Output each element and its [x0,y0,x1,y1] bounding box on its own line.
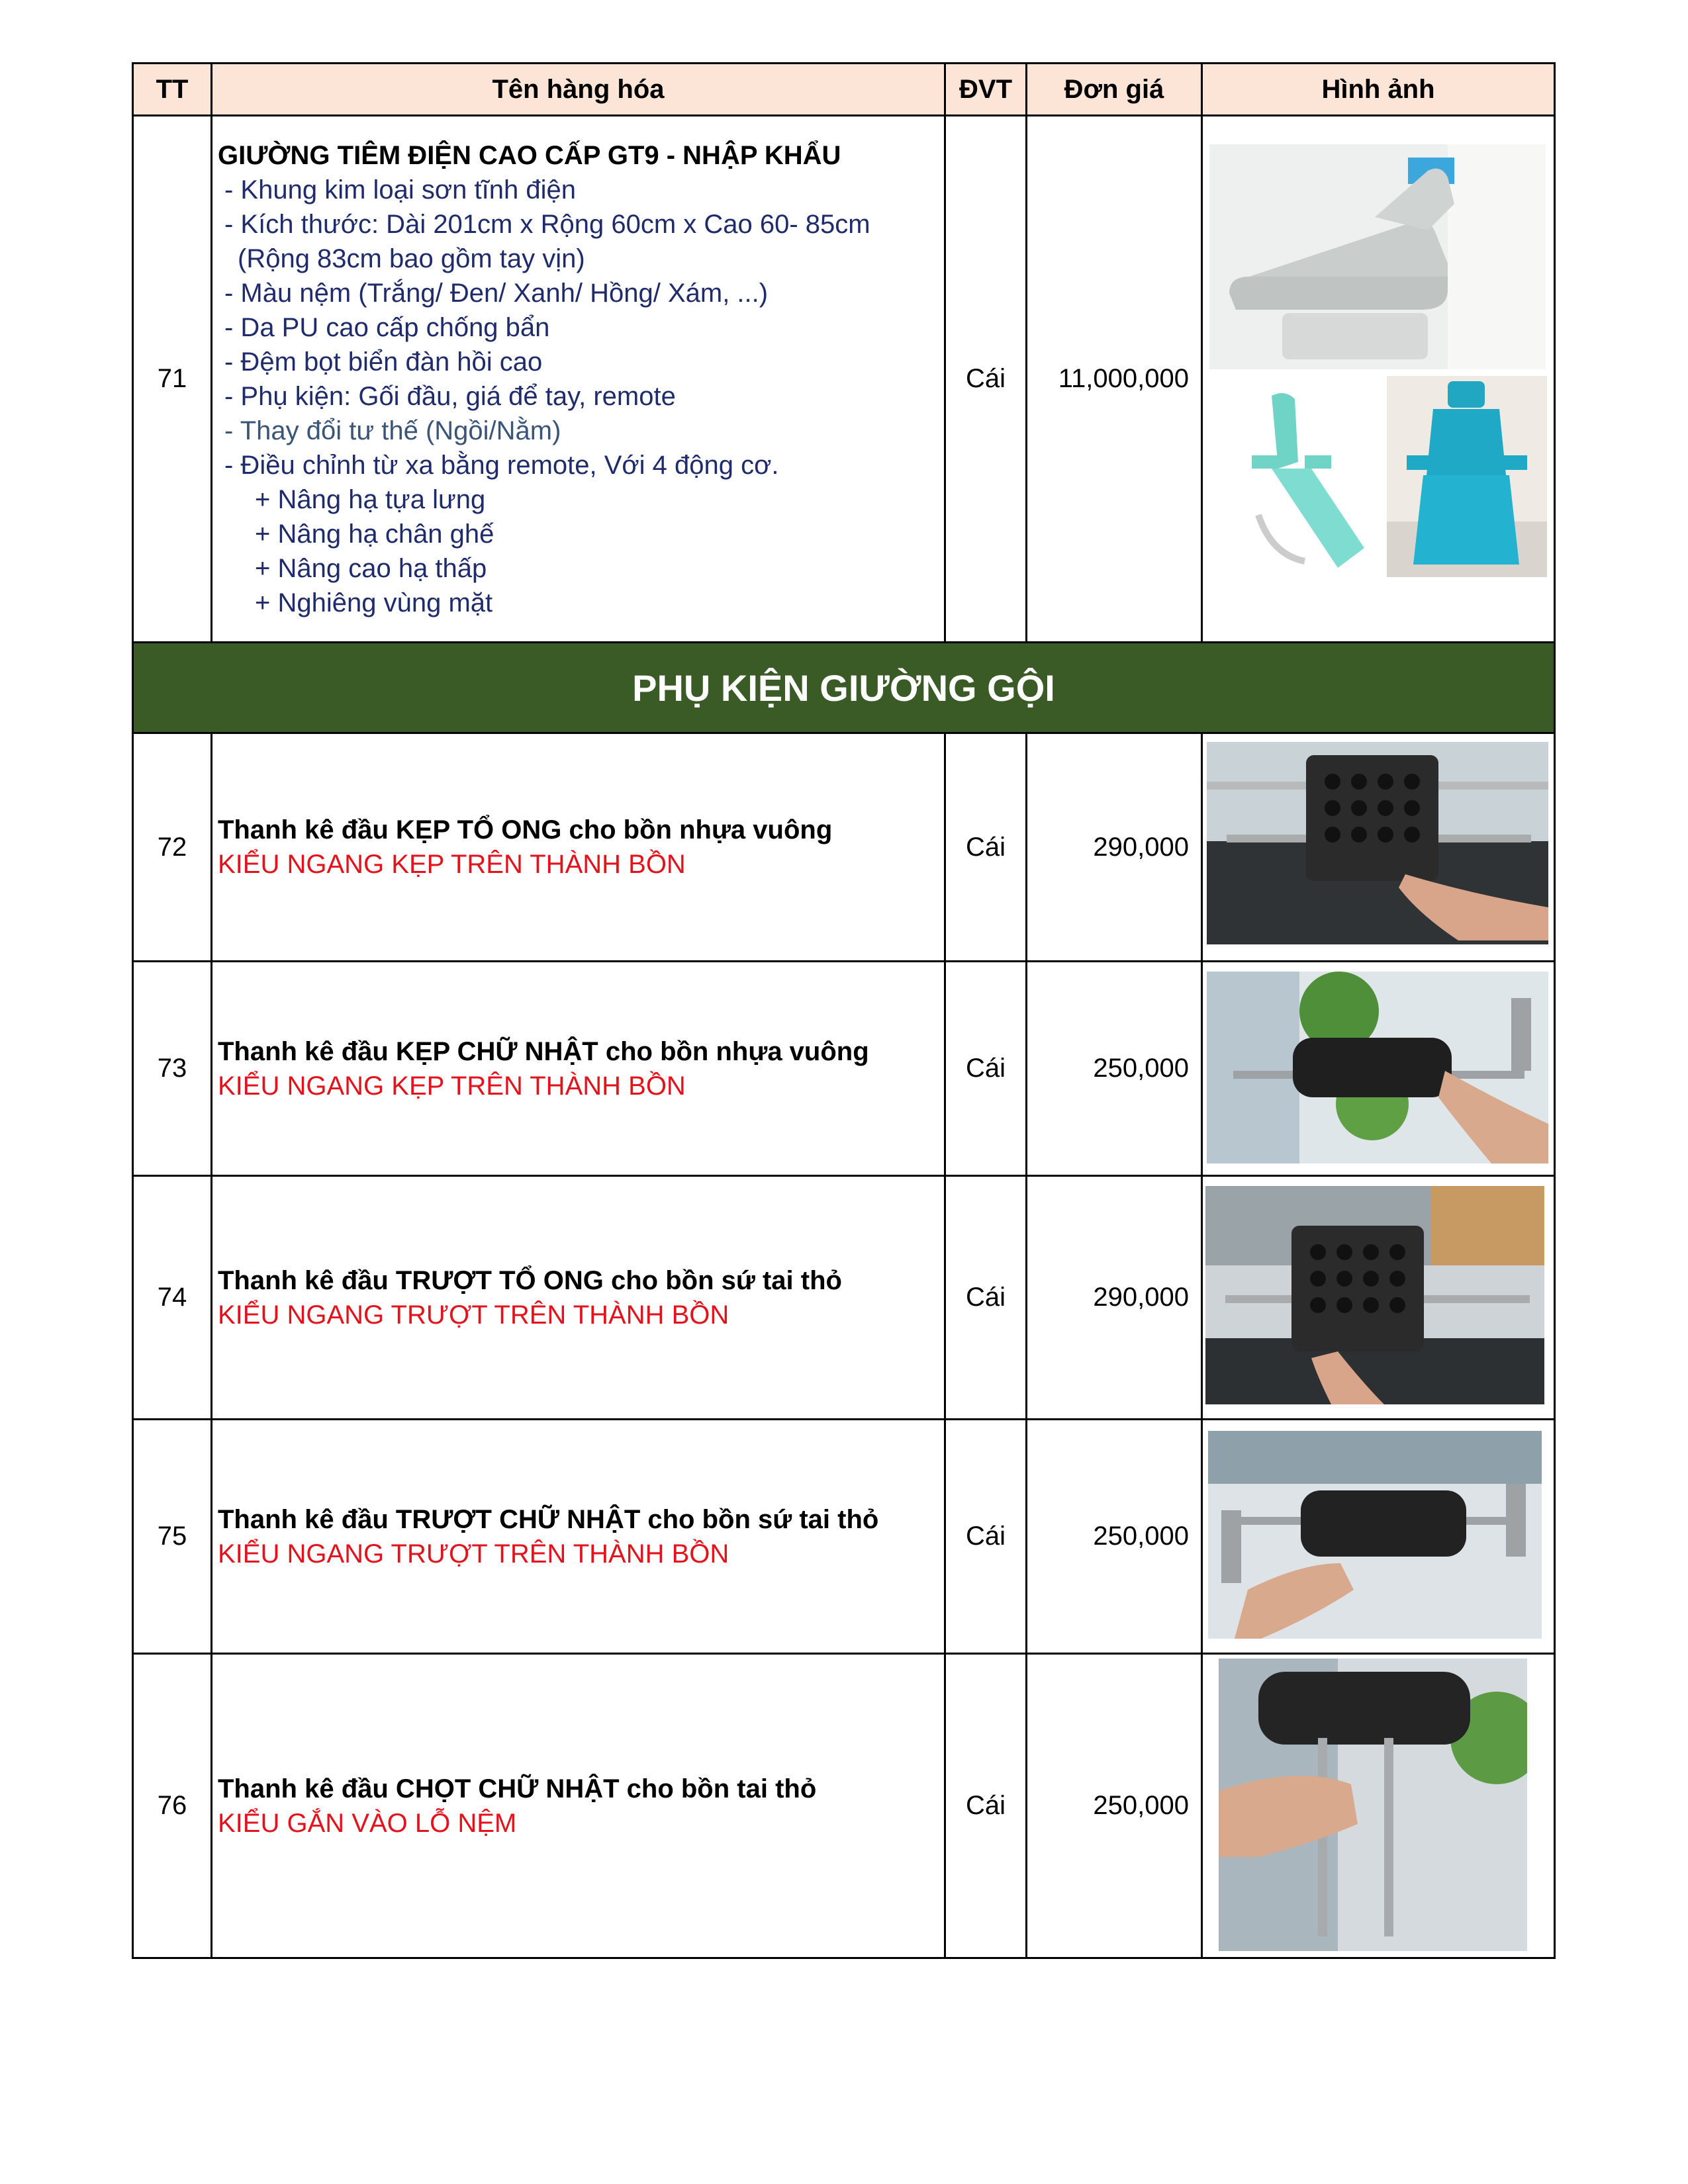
product-description [212,116,945,643]
unit-cell: Cái [945,1176,1027,1420]
product-description [212,962,945,1176]
price-cell: 290,000 [1027,1176,1202,1420]
product-style: KIỂU GẮN VÀO LỖ NỆM [218,1808,517,1838]
unit-cell: Cái [945,116,1027,643]
price-cell: 250,000 [1027,962,1202,1176]
product-description [212,1420,945,1654]
headrest-rect-clamp-photo [1207,972,1548,1163]
row-number: 73 [133,962,212,1176]
section-title: PHỤ KIỆN GIƯỜNG GỘI [133,643,1555,733]
product-style: KIỂU NGANG KẸP TRÊN THÀNH BỒN [218,850,686,879]
price-cell: 250,000 [1027,1654,1202,1958]
header-image: Hình ảnh [1202,64,1555,116]
row-number: 76 [133,1654,212,1958]
spec-line: - Điều chỉnh từ xa bằng remote, Với 4 động cơ. [224,450,779,480]
spec-line: - Đệm bọt biển đàn hồi cao [224,347,543,377]
product-style: KIỂU NGANG TRƯỢT TRÊN THÀNH BỒN [218,1539,729,1569]
image-cell [1202,1176,1555,1420]
header-tt: TT [133,64,212,116]
row-number: 75 [133,1420,212,1654]
section-row [133,643,1555,733]
unit-cell: Cái [945,1654,1027,1958]
unit-cell: Cái [945,733,1027,962]
table-header [133,64,1555,116]
price-cell: 11,000,000 [1027,116,1202,643]
headrest-honeycomb-slide-photo [1205,1186,1544,1404]
spec-line: - Màu nệm (Trắng/ Đen/ Xanh/ Hồng/ Xám, ...) [224,278,769,308]
teal-chair-photo [1387,376,1547,577]
spec-line: + Nâng hạ tựa lưng [255,484,486,514]
spec-line: - Khung kim loại sơn tĩnh điện [224,175,576,205]
spec-line: (Rộng 83cm bao gồm tay vịn) [238,244,585,273]
unit-cell: Cái [945,962,1027,1176]
table-row [133,733,1555,962]
product-description [212,1176,945,1420]
header-price: Đơn giá [1027,64,1202,116]
product-description [212,733,945,962]
product-description [212,1654,945,1958]
image-cell [1202,1420,1555,1654]
spec-line: - Phụ kiện: Gối đầu, giá để tay, remote [224,381,676,411]
spec-line: + Nâng cao hạ thấp [255,553,487,583]
product-title: Thanh kê đầu TRƯỢT CHỮ NHẬT cho bồn sứ tai thỏ [218,1504,879,1534]
unit-cell: Cái [945,1420,1027,1654]
row-number: 74 [133,1176,212,1420]
grey-chair-photo [1209,144,1546,369]
image-cell [1202,962,1555,1176]
table-row [133,962,1555,1176]
spec-line: + Nghiêng vùng mặt [255,588,493,617]
row-number: 71 [133,116,212,643]
mint-chair-photo [1232,383,1376,584]
header-name: Tên hàng hóa [212,64,945,116]
product-title: Thanh kê đầu KẸP CHỮ NHẬT cho bồn nhựa vuông [218,1036,869,1066]
headrest-plug-in-photo [1219,1659,1527,1951]
spec-line: - Kích thước: Dài 201cm x Rộng 60cm x Cao 60- 85cm [224,209,870,239]
image-cell [1202,733,1555,962]
spec-line: + Nâng hạ chân ghế [255,519,494,549]
product-title: Thanh kê đầu KẸP TỔ ONG cho bồn nhựa vuông [218,815,833,844]
price-table [132,62,1556,1959]
spec-line: - Da PU cao cấp chống bẩn [224,312,550,342]
table-row [133,1420,1555,1654]
headrest-rect-slide-photo [1208,1431,1542,1639]
table-row [133,116,1555,643]
product-title: Thanh kê đầu CHỌT CHỮ NHẬT cho bồn tai thỏ [218,1774,817,1803]
spec-line: - Thay đổi tư thế (Ngồi/Nằm) [224,416,561,445]
product-title: GIƯỜNG TIÊM ĐIỆN CAO CẤP GT9 - NHẬP KHẨU [218,140,841,170]
table-row [133,1176,1555,1420]
headrest-honeycomb-clamp-photo [1207,742,1548,944]
price-cell: 250,000 [1027,1420,1202,1654]
product-style: KIỂU NGANG TRƯỢT TRÊN THÀNH BỒN [218,1300,729,1330]
image-cell [1202,116,1555,643]
price-list-sheet [132,62,1554,1959]
table-row [133,1654,1555,1958]
price-cell: 290,000 [1027,733,1202,962]
product-title: Thanh kê đầu TRƯỢT TỔ ONG cho bồn sứ tai thỏ [218,1265,842,1295]
image-cell [1202,1654,1555,1958]
row-number: 72 [133,733,212,962]
product-style: KIỂU NGANG KẸP TRÊN THÀNH BỒN [218,1071,686,1101]
header-unit: ĐVT [945,64,1027,116]
